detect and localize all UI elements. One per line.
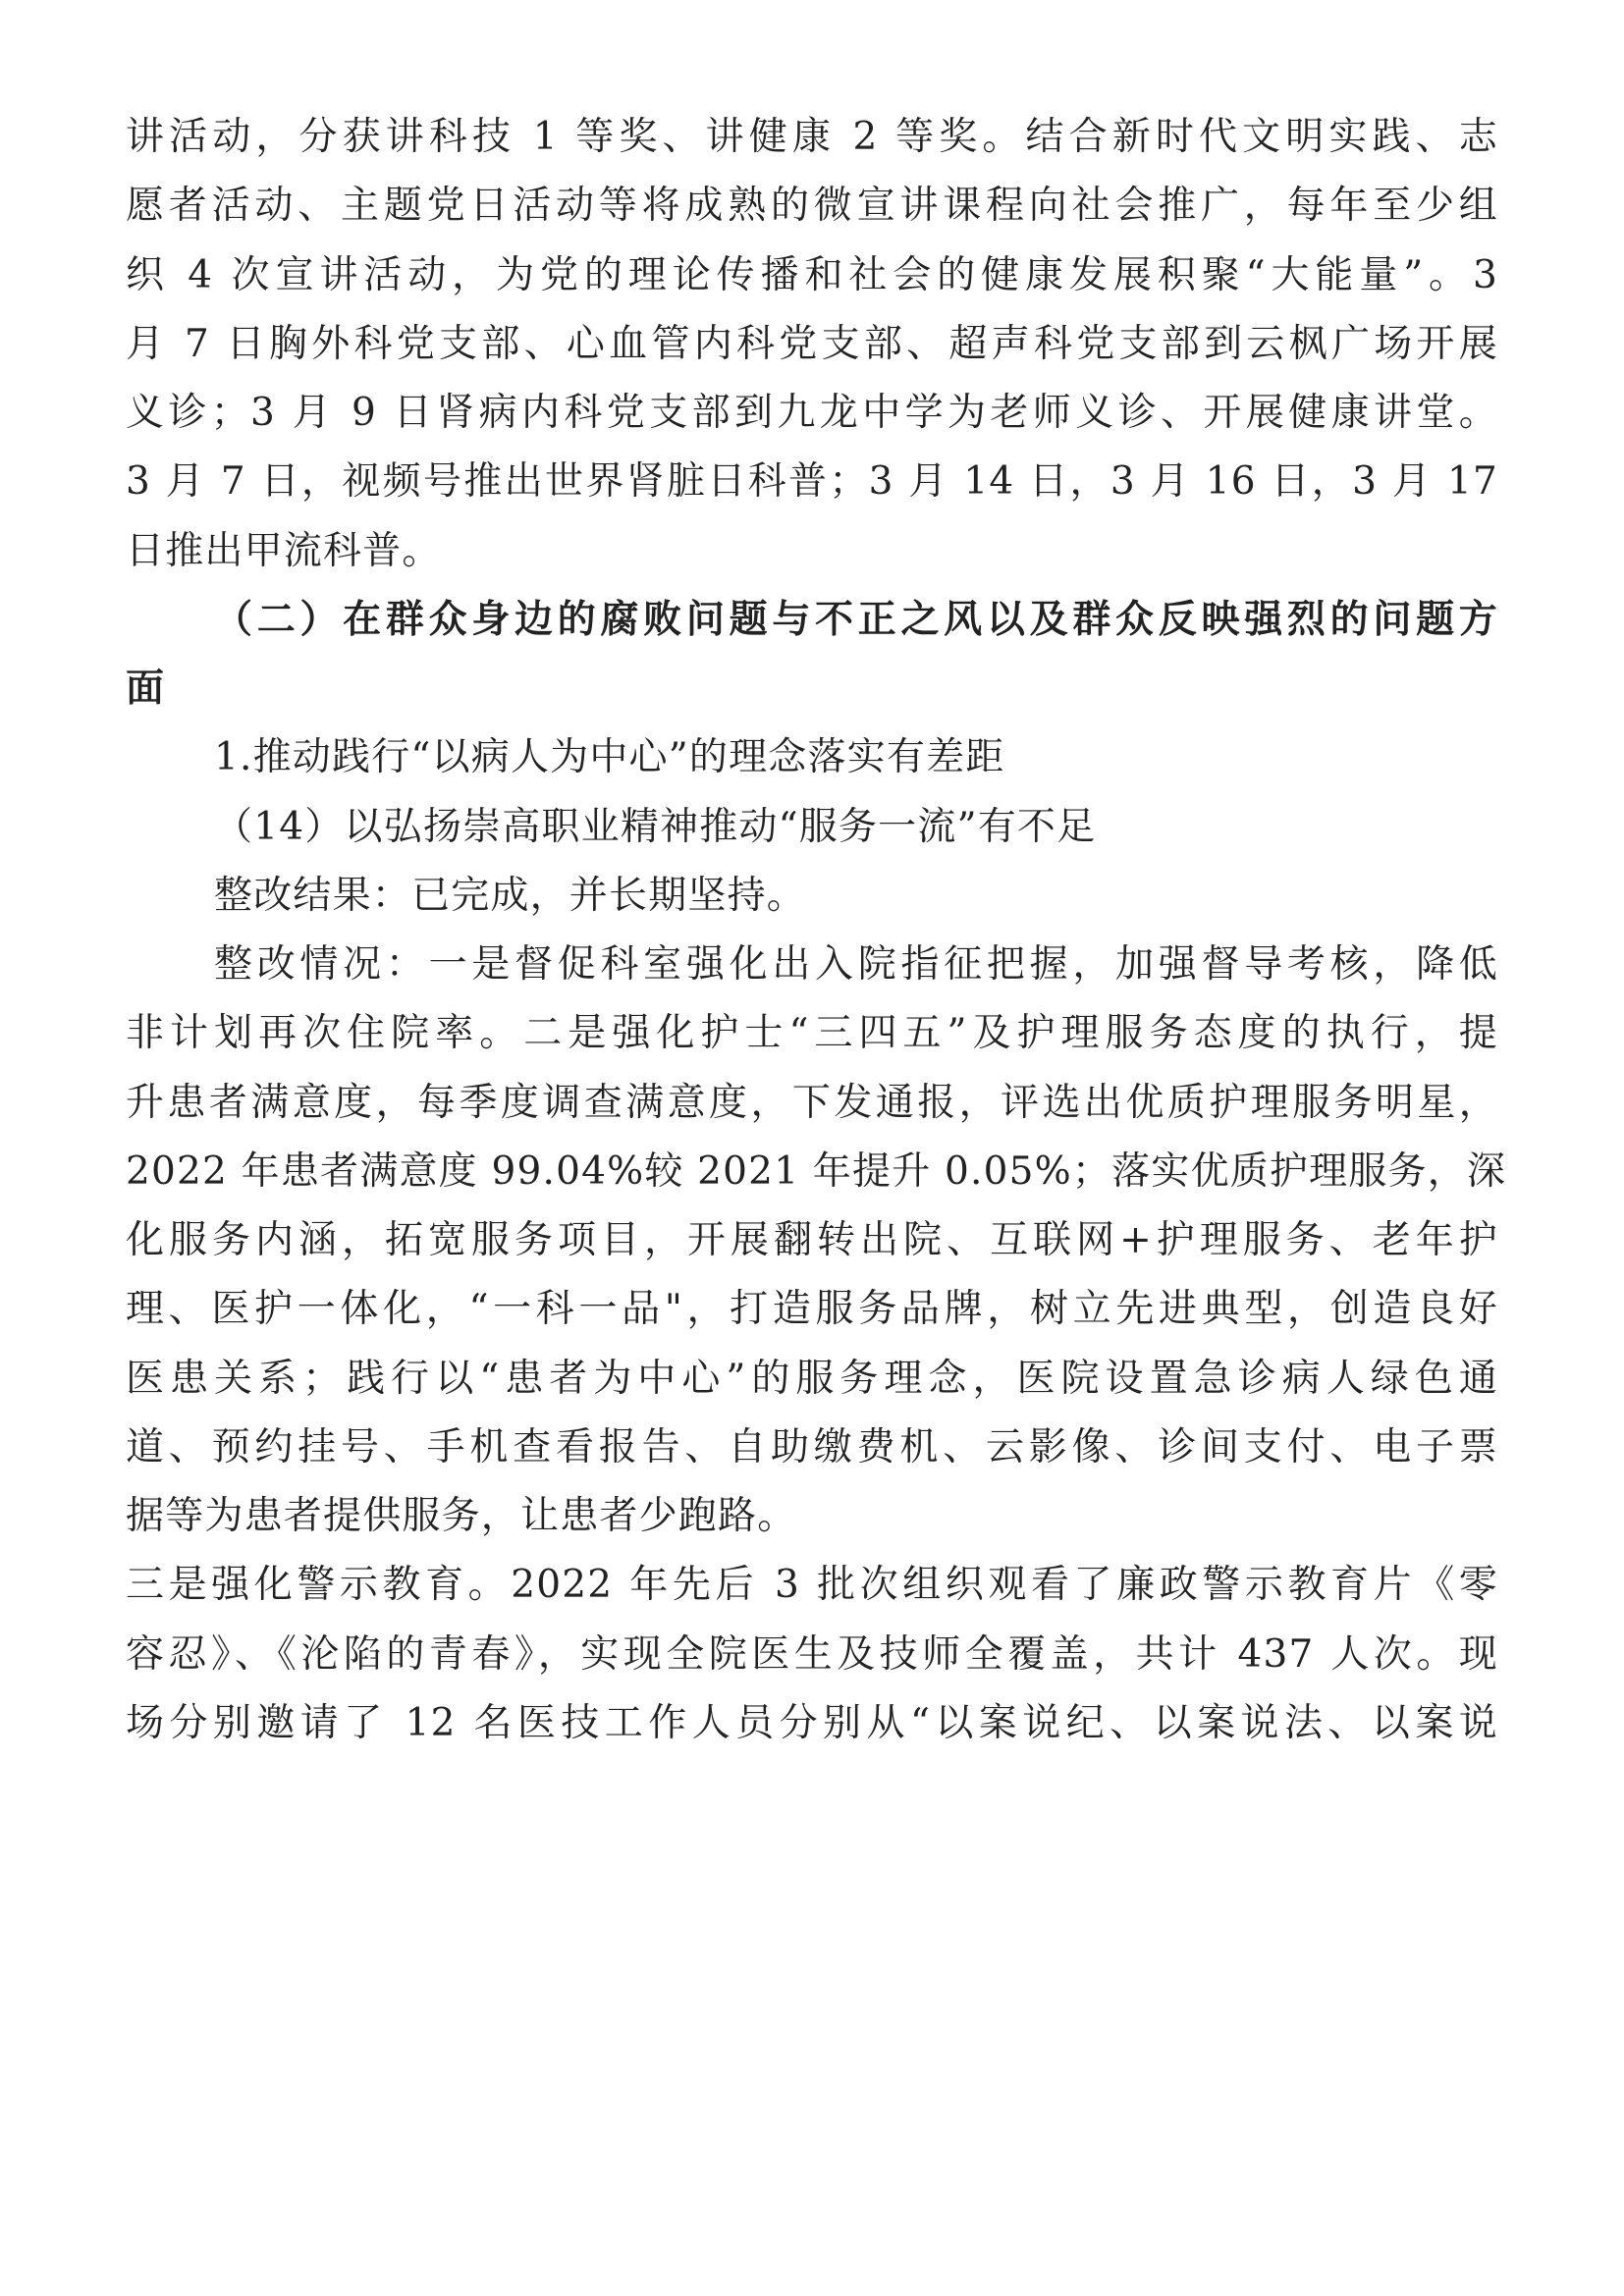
paragraph-line: 整改情况：一是督促科室强化出入院指征把握，加强督导考核，降低 [214,942,1498,987]
paragraph-line: 月 7 日胸外科党支部、心血管内科党支部、超声科党支部到云枫广场开展 [126,322,1498,366]
paragraph-line: 理、医护一体化，“一科一品"，打造服务品牌，树立先进典型，创造良好 [126,1287,1498,1331]
paragraph-line: 容忍》、《沦陷的青春》，实现全院医生及技师全覆盖，共计 437 人次。现 [126,1632,1498,1677]
paragraph-line: 非计划再次住院率。二是强化护士“三四五”及护理服务态度的执行，提 [126,1011,1498,1055]
paragraph-line: 2022 年患者满意度 99.04%较 2021 年提升 0.05%；落实优质护理服务，深 [126,1149,1507,1194]
rectification-result: 整改结果：已完成，并长期坚持。 [214,874,807,918]
section-heading-continued: 面 [126,667,166,711]
item-heading: （14）以弘扬崇高职业精神推动“服务一流”有不足 [214,805,1097,849]
section-heading: （二）在群众身边的腐败问题与不正之风以及群众反映强烈的问题方 [214,598,1498,642]
subsection-heading: 1.推动践行“以病人为中心”的理念落实有差距 [214,735,1005,779]
paragraph-line: 升患者满意度，每季度调查满意度，下发通报，评选出优质护理服务明星， [126,1081,1498,1125]
paragraph-line: 据等为患者提供服务，让患者少跑路。 [126,1494,797,1538]
paragraph-line: 讲活动，分获讲科技 1 等奖、讲健康 2 等奖。结合新时代文明实践、志 [126,115,1498,159]
paragraph-line: 3 月 7 日，视频号推出世界肾脏日科普；3 月 14 日，3 月 16 日，3 月 17 [126,459,1498,504]
paragraph-line: 愿者活动、主题党日活动等将成熟的微宣讲课程向社会推广，每年至少组 [126,184,1498,228]
paragraph-line: 场分别邀请了 12 名医技工作人员分别从“以案说纪、以案说法、以案说 [126,1701,1498,1745]
paragraph-line: 织 4 次宣讲活动，为党的理论传播和社会的健康发展积聚“大能量”。3 [126,253,1498,297]
paragraph-line: 日推出甲流科普。 [126,529,442,573]
paragraph-line: 道、预约挂号、手机查看报告、自助缴费机、云影像、诊间支付、电子票 [126,1425,1498,1469]
paragraph-line: 义诊；3 月 9 日肾病内科党支部到九龙中学为老师义诊、开展健康讲堂。 [126,391,1498,435]
paragraph-line: 化服务内涵，拓宽服务项目，开展翻转出院、互联网+护理服务、老年护 [126,1218,1498,1262]
paragraph-line: 医患关系；践行以“患者为中心”的服务理念，医院设置急诊病人绿色通 [126,1357,1498,1401]
paragraph-line: 三是强化警示教育。2022 年先后 3 批次组织观看了廉政警示教育片《零 [126,1563,1498,1607]
